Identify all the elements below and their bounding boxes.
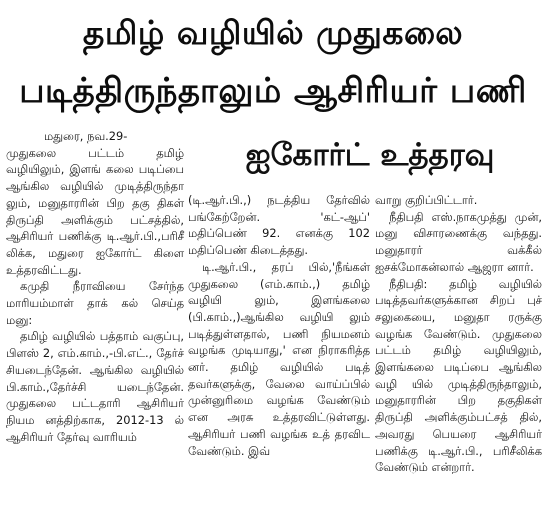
paragraph: (டி.ஆர்.பி.,) நடத்திய தேர்வில் பங்கேற்றேன். 'கட்-ஆப்' மதிப்பெண் 92. எனக்கு 102 மதிப்பெண் கிடைத்தது. [188,193,370,258]
dateline: மதுரை, நவ.29- [44,129,128,143]
headline-line-1: தமிழ் வழியில் முதுகலை [82,13,464,52]
article-column-1 [6,128,184,445]
subheadline: ஐகோர்ட் உத்தரவு [245,137,495,173]
article-column-3 [375,192,542,476]
paragraph: நீதிபதி எஸ்.நாகமுத்து முன், மனு விசாரணைக்கு வந்தது. மனுதாரர் வக்கீல் ஐசக்மோகன்லால் ஆஜரா னார். [375,209,542,274]
paragraph: நீதிபதி: தமிழ் வழியில் படித்தவர்களுக்கான சிறப் புச் சலுகையை, மனுதா ரருக்கு வழங்க வேண்டும். முதுகலை பட்டம் தமிழ் வழியிலும், இளங்கலை படிப்பை ஆங்கில வழி யில் முடித்திருந்தாலும், மனுதாரரின் பிற தகுதிகள் திருப்தி அளிக்கும்பட்சத் தில், அவரது பெயரை ஆசிரியர் பணிக்கு டி.ஆர்.பி., பரிசீலிக்க வேண்டும் என்றார். [375,276,542,475]
headline-line-2: படித்திருந்தாலும் ஆசிரியர் பணி [19,71,527,111]
paragraph: டி.ஆர்.பி., தரப் பில்,'நீங்கள் முதுகலை (எம்.காம்.,) தமிழ் வழியி லும், இளங்கலை (பி.காம்.,)ஆங்கில வழியி லும் படித்துள்ளதால், பணி நியமனம் வழங்க முடியாது,' என நிராகரித்த னர். தமிழ் வழியில் படித் தவர்களுக்கு, வேலை வாய்ப்பில் முன்னுரிமை வழங்க வேண்டும் என அரசு உத்தரவிட்டுள்ளது. ஆசிரியர் பணி வழங்க உத் தரவிட வேண்டும். இவ் [188,259,370,458]
paragraph: தமிழ் வழியில் பத்தாம் வகுப்பு, பிளஸ் 2, எம்.காம்.,-பி.எட்., தேர்ச் சியடைந்தேன். ஆங்கில வழியில் பி.காம்.,தேர்ச்சி யடைந்தேன். முதுகலை பட்டதாரி ஆசிரியர் நியம னத்திற்காக, 2012-13 ல் ஆசிரியர் தேர்வு வாரியம் [6,329,184,444]
paragraph: முதுகலை பட்டம் தமிழ் வழியிலும், இளங் கலை படிப்பை ஆங்கில வழியில் முடித்திருந்தா லும், மனுதாரரின் பிற தகு திகள் திருப்தி அளிக்கும் பட்சத்தில், ஆசிரியர் பணிக்கு டி.ஆர்.பி.,பரிசீ லிக்க, மதுரை ஐகோர்ட் கிளை உத்தரவிட்டது. [6,145,184,277]
article-column-2 [188,192,370,459]
paragraph: வாறு குறிப்பிட்டார். [375,193,478,207]
paragraph: கமுதி நீராவியை சேர்ந்த மாரியம்மாள் தாக் கல் செய்த மனு: [6,279,184,327]
